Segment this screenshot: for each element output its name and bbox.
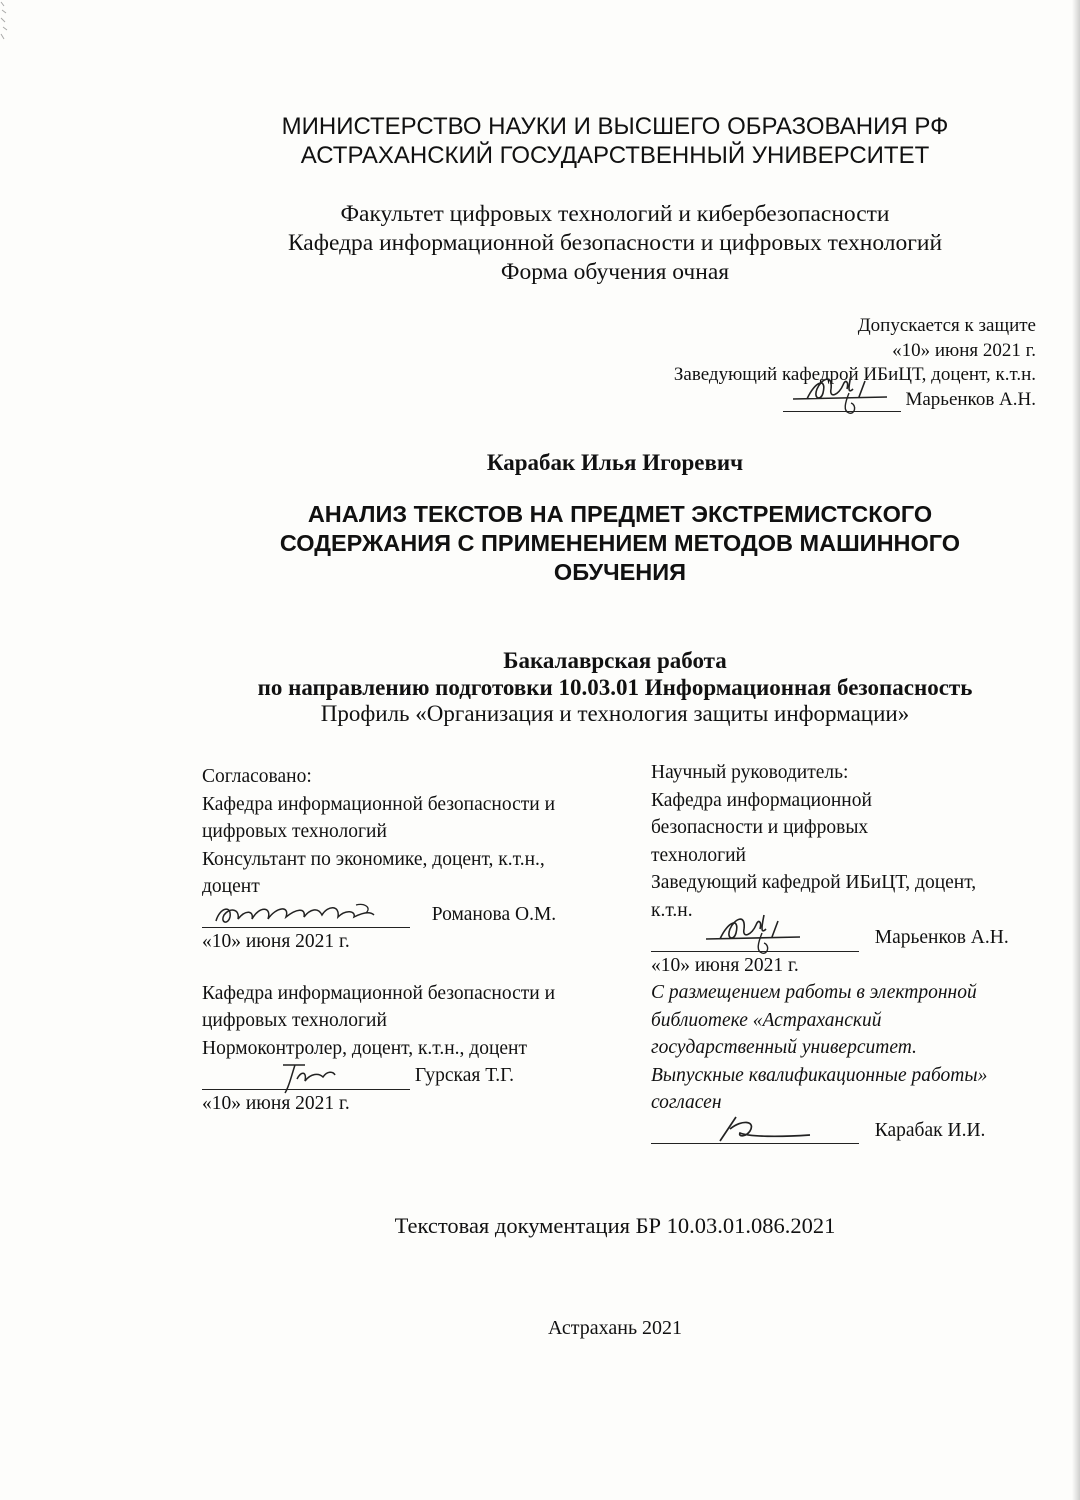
- signature-marenkov: [787, 359, 897, 419]
- signature-line: [651, 931, 859, 952]
- department-line: Кафедра информационной: [651, 789, 872, 811]
- student-name: Карабак И.И.: [874, 1119, 986, 1141]
- normcontrol-date: «10» июня 2021 г.: [202, 1092, 350, 1114]
- supervisor-name: Марьенков А.Н.: [874, 927, 1009, 948]
- author-name: Карабак Илья Игоревич: [486, 450, 744, 475]
- consultant-date: «10» июня 2021 г.: [202, 931, 350, 952]
- consent-text: библиотеке «Астраханский: [651, 1009, 882, 1031]
- consultant-position: доцент: [202, 876, 260, 897]
- faculty-name: Факультет цифровых технологий и кибербезопасности: [340, 201, 890, 227]
- signature-karabak: [690, 1107, 820, 1151]
- approval-left-column: [202, 763, 622, 1117]
- approval-right-column: [651, 759, 1051, 1144]
- supervisor-position: Заведующий кафедрой ИБиЦТ, доцент,: [651, 872, 977, 893]
- city-year: Астрахань 2021: [547, 1317, 683, 1339]
- scan-noise: [0, 0, 14, 46]
- title-line: ОБУЧЕНИЯ: [553, 559, 687, 585]
- normcontrol-position: Нормоконтролер, доцент, к.т.н., доцент: [202, 1037, 527, 1059]
- supervisor-date: «10» июня 2021 г.: [651, 954, 799, 976]
- signature-line: [202, 907, 410, 928]
- consent-text: государственный университет.: [651, 1037, 917, 1058]
- work-type-block: [160, 648, 1070, 728]
- department-line: технологий: [651, 844, 746, 866]
- agreed-label: Согласовано:: [202, 766, 312, 787]
- work-direction: по направлению подготовки 10.03.01 Информационная безопасность: [257, 674, 973, 700]
- ministry-name: МИНИСТЕРСТВО НАУКИ И ВЫСШЕГО ОБРАЗОВАНИЯ РФ: [281, 113, 949, 140]
- department-line: цифровых технологий: [202, 821, 387, 842]
- admission-position: Заведующий кафедрой ИБиЦТ, доцент, к.т.н.: [673, 364, 1036, 385]
- signature-marenkov: [700, 899, 810, 959]
- supervisor-position: к.т.н.: [651, 899, 693, 921]
- admission-label: Допускается к защите: [857, 315, 1036, 336]
- department-line: безопасности и цифровых: [651, 817, 869, 838]
- department-line: Кафедра информационной безопасности и: [202, 793, 555, 815]
- title-line: СОДЕРЖАНИЯ С ПРИМЕНЕНИЕМ МЕТОДОВ МАШИННОГО: [279, 530, 961, 556]
- admission-name: Марьенков А.Н.: [905, 388, 1036, 410]
- document-number: Текстовая документация БР 10.03.01.086.2021: [394, 1213, 836, 1238]
- study-form: Форма обучения очная: [500, 259, 730, 285]
- department-line: цифровых технологий: [202, 1010, 387, 1031]
- consultant-signature-row: [202, 901, 622, 929]
- supervisor-label: Научный руководитель:: [651, 762, 849, 783]
- signature-line: [783, 391, 901, 412]
- title-line: АНАЛИЗ ТЕКСТОВ НА ПРЕДМЕТ ЭКСТРЕМИСТСКОГО: [307, 501, 933, 527]
- ministry-header: [160, 112, 1070, 170]
- university-name: АСТРАХАНСКИЙ ГОСУДАРСТВЕННЫЙ УНИВЕРСИТЕТ: [300, 142, 930, 169]
- consent-text: С размещением работы в электронной: [651, 982, 977, 1003]
- work-profile: Профиль «Организация и технология защиты информации»: [320, 701, 910, 726]
- signature-line: [651, 1123, 859, 1144]
- consultant-name: Романова О.М.: [431, 903, 557, 925]
- thesis-title: [220, 500, 1020, 587]
- admission-date: «10» июня 2021 г.: [892, 339, 1036, 361]
- supervisor-signature-row: [651, 924, 1051, 952]
- department-line: Кафедра информационной безопасности и: [202, 982, 555, 1004]
- faculty-block: [160, 200, 1070, 287]
- signature-romanova: [206, 895, 406, 935]
- consent-text: Выпускные квалификационные работы»: [651, 1064, 988, 1086]
- page-edge-shadow: [1072, 0, 1080, 1500]
- student-signature-row: [651, 1117, 1051, 1145]
- admission-signature-row: [536, 388, 1036, 413]
- work-type: Бакалаврская работа: [503, 648, 727, 673]
- normcontrol-name: Гурская Т.Г.: [414, 1065, 515, 1086]
- department-name: Кафедра информационной безопасности и цифровых технологий: [287, 230, 943, 256]
- signature-gurskaya: [261, 1057, 351, 1097]
- consultant-position: Консультант по экономике, доцент, к.т.н.,: [202, 848, 545, 870]
- normcontrol-signature-row: [202, 1062, 622, 1090]
- admission-block: [536, 314, 1036, 412]
- signature-line: [202, 1069, 410, 1090]
- consent-text: согласен: [651, 1092, 722, 1113]
